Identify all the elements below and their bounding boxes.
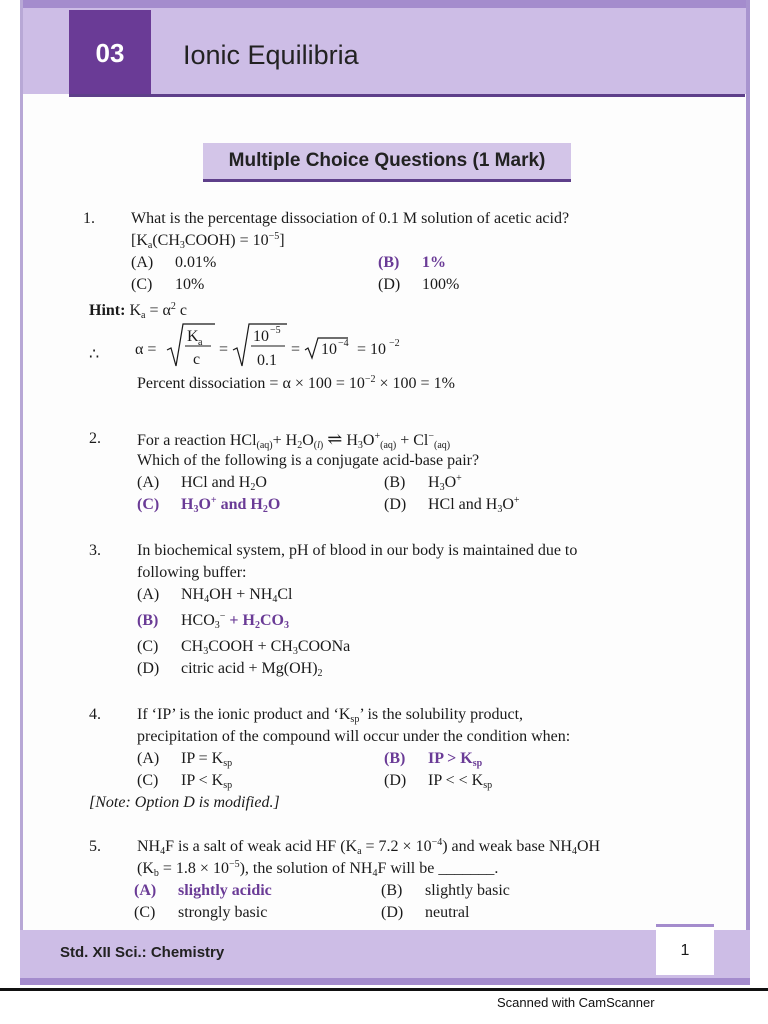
option-b: (B) $H_3O^+$ bbox=[384, 473, 462, 493]
chapter-title: Ionic Equilibria bbox=[183, 40, 359, 70]
svg-text:=: = bbox=[291, 341, 301, 358]
question-text: What is the percentage dissociation of 0.1 M solution of acetic acid? bbox=[131, 210, 570, 227]
question-number: 5. bbox=[89, 838, 101, 855]
section-title: Multiple Choice Questions (1 Mark) bbox=[203, 143, 571, 182]
svg-text:K: K bbox=[187, 328, 199, 345]
page-number: 1 bbox=[656, 924, 714, 975]
question-text: $NH_4F$ is a salt of weak acid HF $(K_a = 7.2 \times 10^{-4})$ and weak base $NH_4OH$ bbox=[137, 837, 601, 857]
option-d: (D) HCl and $H_3O^+$ bbox=[384, 495, 520, 515]
option-a-answer: (A) slightly acidic bbox=[134, 882, 272, 899]
option-b-answer: (B) IP > $K_{sp}$ bbox=[384, 750, 483, 769]
percent-dissociation: Percent dissociation = $\alpha \times 100 = 10^{-2} \times 100 = 1\%$ bbox=[137, 374, 455, 392]
option-b: (B) slightly basic bbox=[381, 882, 510, 899]
option-c: (C) $CH_3COOH$ + $CH_3COONa$ bbox=[137, 638, 351, 657]
question-5-options bbox=[134, 880, 554, 924]
question-number: 3. bbox=[89, 542, 101, 559]
question-text: In biochemical system, pH of blood in our body is maintained due to bbox=[137, 542, 578, 559]
option-d: (D) neutral bbox=[381, 904, 470, 921]
svg-text:−2: −2 bbox=[389, 338, 400, 349]
option-a: (A) $NH_4OH + NH_4Cl$ bbox=[137, 586, 293, 605]
header-rule bbox=[69, 94, 745, 97]
svg-text:α =: α = bbox=[135, 341, 157, 358]
option-c: (C) IP < $K_{sp}$ bbox=[137, 772, 233, 791]
svg-text:10: 10 bbox=[253, 328, 269, 345]
question-text: If ‘IP’ is the ionic product and ‘$K_{sp}$’ is the solubility product, bbox=[137, 706, 524, 725]
question-given: $[K_a(CH_3COOH) = 10^{-5}]$ bbox=[131, 231, 285, 251]
option-a: (A) 0.01% bbox=[131, 254, 217, 271]
option-c: (C) 10% bbox=[131, 276, 205, 293]
question-text-2: $(K_b = 1.8 \times 10^{-5})$, the solution of $NH_4F$ will be _______. bbox=[137, 859, 499, 879]
question-text-2: Which of the following is a conjugate acid-base pair? bbox=[137, 452, 480, 469]
question-text-2: following buffer: bbox=[137, 564, 247, 581]
option-d: (D) 100% bbox=[378, 276, 460, 293]
svg-text:= 10: = 10 bbox=[357, 341, 387, 358]
note-q4: [Note: Option D is modified.] bbox=[89, 794, 280, 811]
option-d: (D) IP < < $K_{sp}$ bbox=[384, 772, 493, 791]
footer-book-title: Std. XII Sci.: Chemistry bbox=[60, 944, 225, 961]
svg-text:0.1: 0.1 bbox=[257, 352, 277, 369]
svg-text:c: c bbox=[193, 351, 201, 368]
svg-text:=: = bbox=[219, 341, 229, 358]
option-c: (C) strongly basic bbox=[134, 904, 268, 921]
option-a: (A) HCl and $H_2O$ bbox=[137, 474, 267, 493]
chapter-header bbox=[23, 0, 746, 94]
option-a: (A) IP = $K_{sp}$ bbox=[137, 750, 233, 769]
question-text-2: precipitation of the compound will occur under the condition when: bbox=[137, 728, 571, 745]
svg-text:a: a bbox=[198, 337, 203, 348]
chapter-number: 03 bbox=[69, 10, 151, 96]
hint-q1: Hint: $K_a = \alpha^2$ c bbox=[89, 301, 187, 321]
hint-label: Hint: bbox=[89, 302, 126, 319]
header-top-strip bbox=[23, 0, 746, 8]
therefore-symbol: ∴ bbox=[89, 346, 100, 363]
question-number: 1. bbox=[83, 210, 95, 227]
scan-edge bbox=[0, 988, 768, 991]
svg-text:−4: −4 bbox=[338, 338, 349, 349]
option-b-answer: (B) $HCO_3^- + H_2CO_3$ bbox=[137, 611, 289, 631]
scanner-watermark: Scanned with CamScanner bbox=[497, 995, 655, 1010]
page bbox=[20, 0, 750, 985]
question-number: 2. bbox=[89, 430, 101, 447]
question-number: 4. bbox=[89, 706, 101, 723]
option-c-answer: (C) $H_3O^+$ and $H_2O$ bbox=[137, 495, 281, 515]
option-d: (D) citric acid + $Mg(OH)_2$ bbox=[137, 660, 323, 679]
option-b-answer: (B) 1% bbox=[378, 254, 446, 271]
svg-text:10: 10 bbox=[321, 341, 337, 358]
svg-text:−5: −5 bbox=[270, 325, 281, 336]
alpha-equation bbox=[133, 318, 433, 374]
question-text: For a reaction $HCl_{(aq)}+ H_2O_{(l)}$ ⇌ $H_3O^+_{(aq)} + Cl^-_{(aq)}$ bbox=[137, 429, 451, 451]
